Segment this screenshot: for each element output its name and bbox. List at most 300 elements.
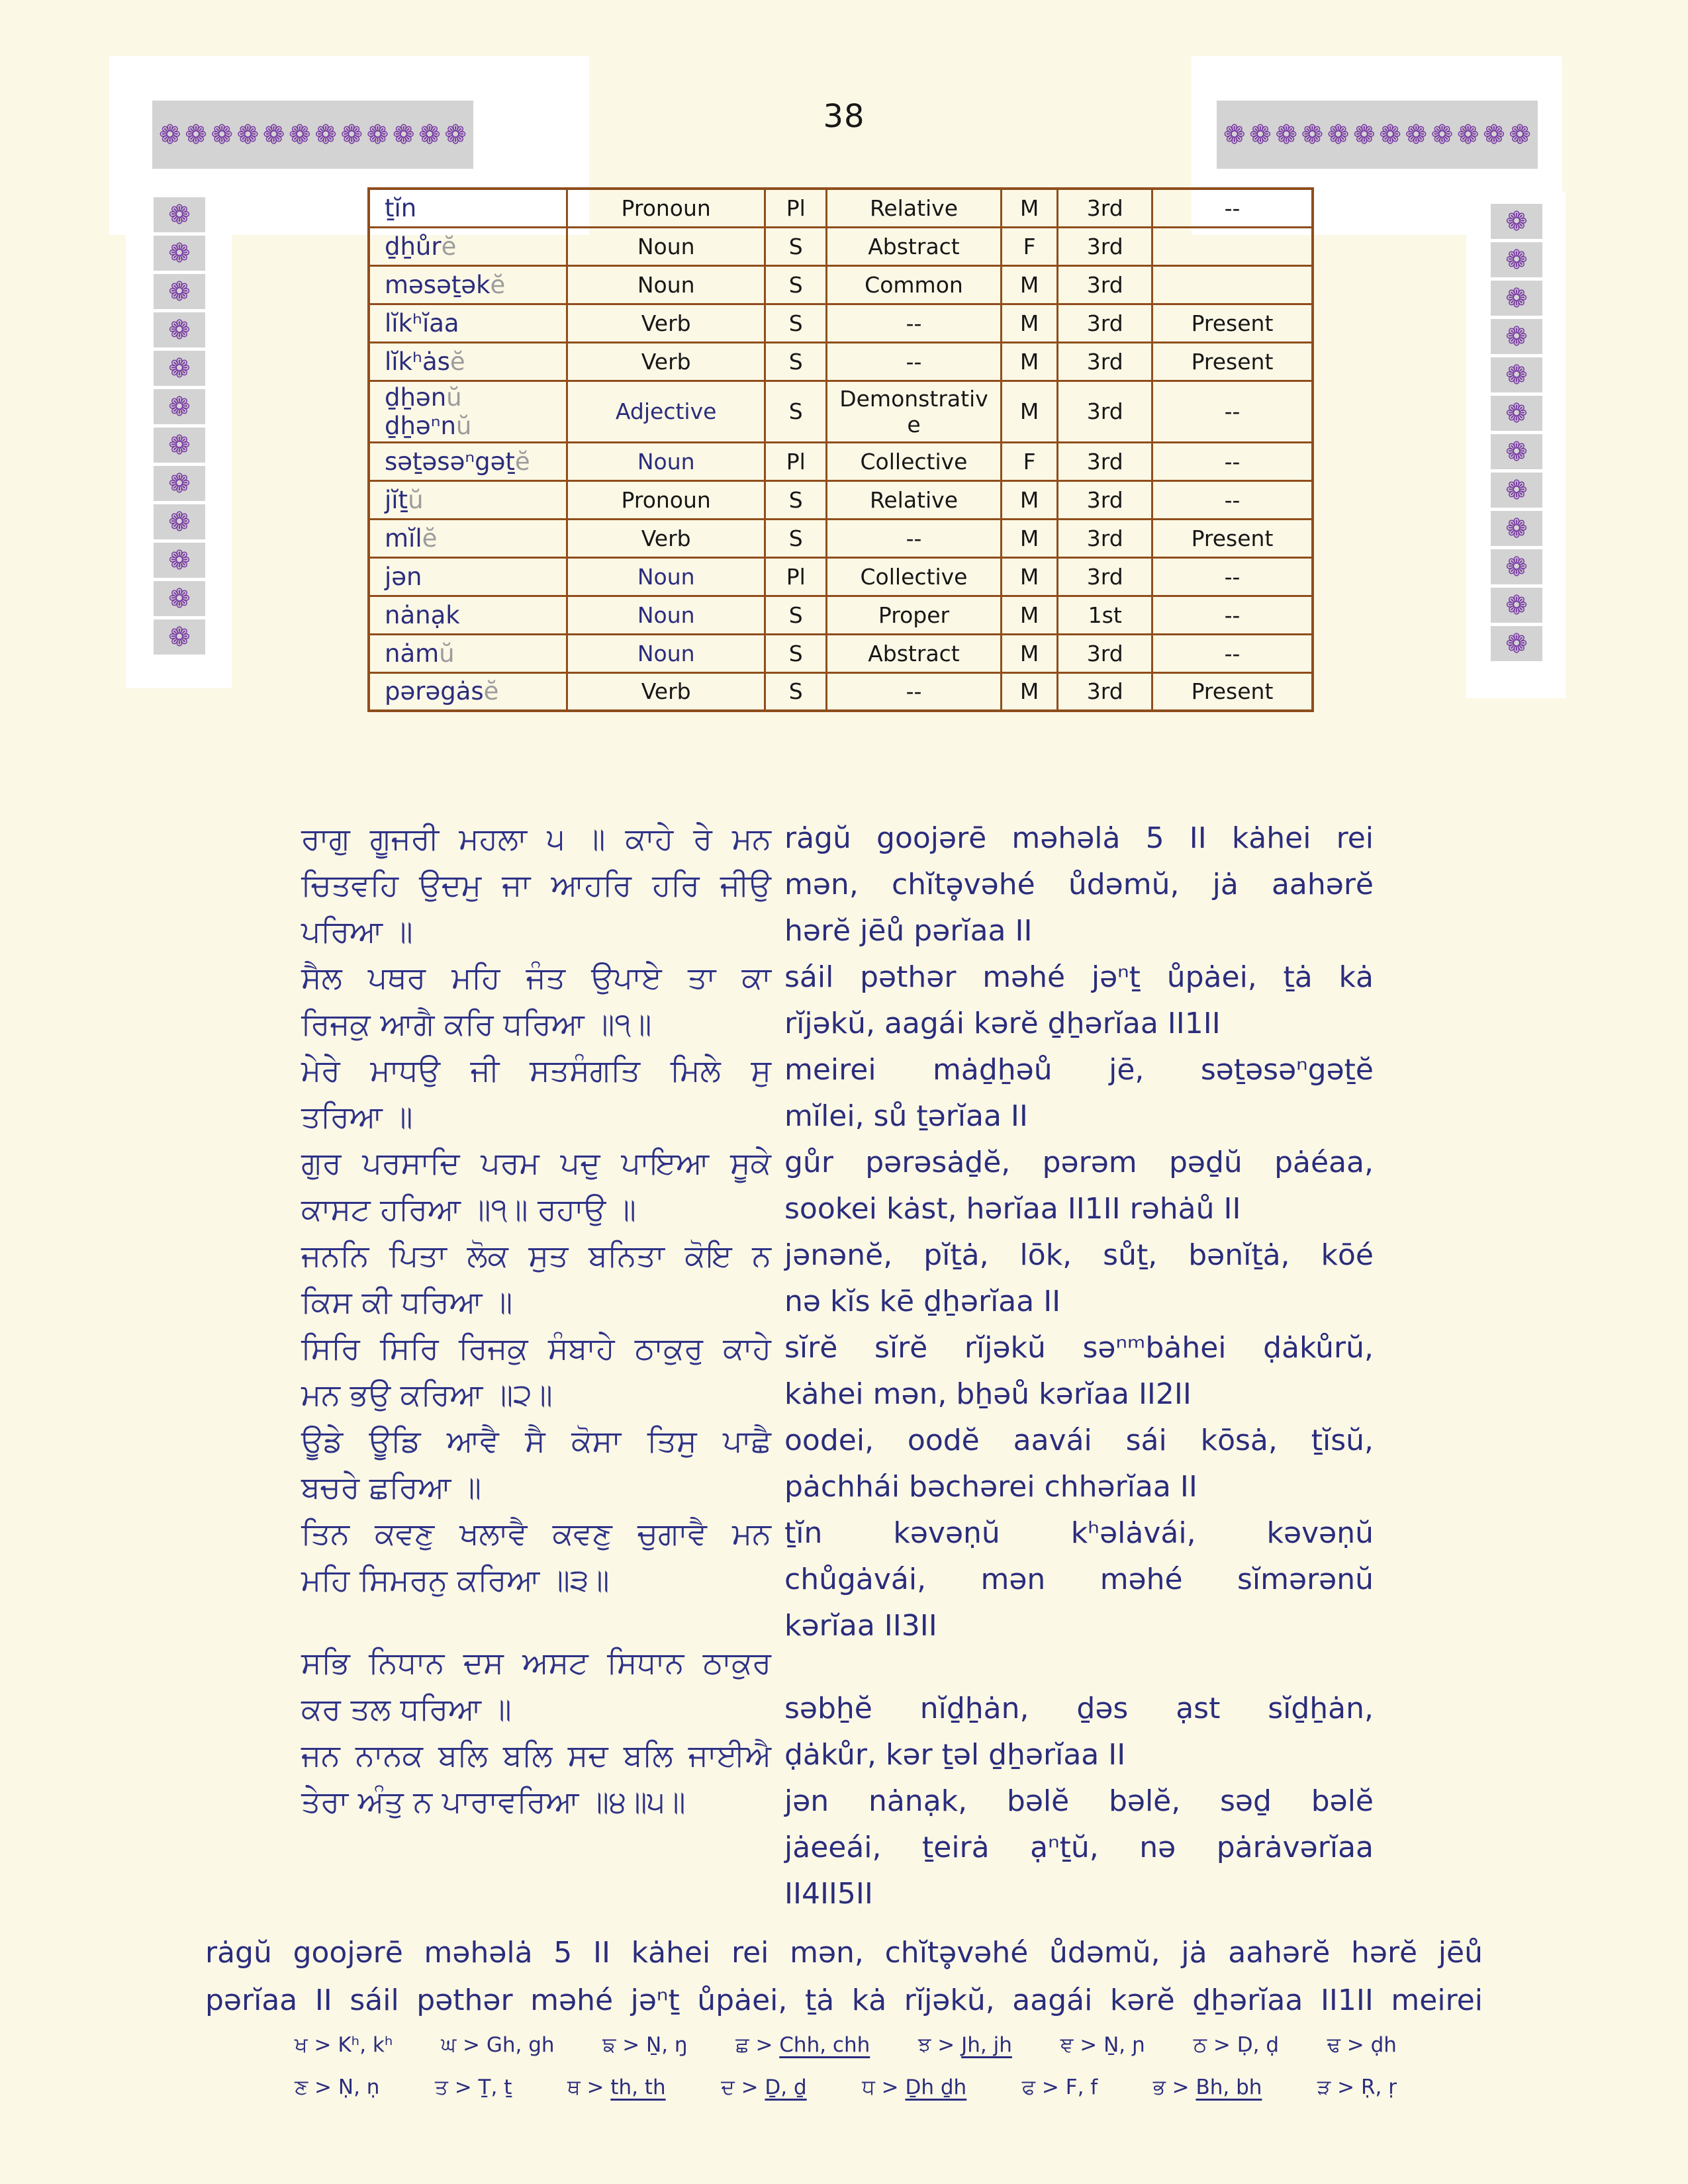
legend-roman-value: Ṇ, ṇ (338, 2075, 380, 2099)
word (385, 232, 561, 261)
flower-icon: ❁ (1327, 119, 1350, 150)
gender-cell: F (1001, 442, 1058, 480)
flower-icon: ❁ (1483, 119, 1505, 150)
gurmukhi-text-line: ਊਡੇ ਊਡਿ ਆਵੈ ਸੈ ਕੋਸਾ ਤਿਸੁ ਪਾਛੈ (301, 1423, 771, 1459)
word (385, 486, 561, 514)
legend-roman-value: Ḏ, ḏ (765, 2075, 807, 2099)
transliteration-text-line: ṯĭn kəvəṇŭ kʰəlȧvái, kəvəṇŭ (784, 1516, 1374, 1550)
type-cell: -- (827, 304, 1002, 342)
person-cell: 3rd (1058, 189, 1152, 227)
transliteration-text-line: jȧeeái, ṯeirȧ ạⁿṯŭ, nə pȧrȧvərĭaa (784, 1831, 1374, 1864)
word-cell (369, 265, 567, 304)
person-cell: 3rd (1058, 672, 1152, 711)
pos-cell: Noun (567, 265, 765, 304)
transliteration-text-column (784, 815, 1374, 1917)
legend-roman-value: Ḍ, ḍ (1237, 2033, 1280, 2057)
flower-icon: ❁ (168, 238, 191, 269)
gurmukhi-text-line: ਮਨ ਭਉ ਕਰਿਆ ॥੨॥ (301, 1377, 553, 1412)
legend-item (602, 2033, 687, 2058)
word (385, 524, 561, 553)
type-cell: Abstract (827, 634, 1002, 672)
legend-gurmukhi-letter: ਫ (1021, 2075, 1036, 2099)
legend-arrow: > (456, 2033, 487, 2057)
flower-icon: ❁ (168, 276, 191, 307)
person-cell: 3rd (1058, 265, 1152, 304)
word-main: pərəgȧs (385, 677, 484, 706)
word-main: jən (385, 562, 422, 591)
type-cell: Collective (827, 442, 1002, 480)
flower-tile (1491, 319, 1542, 354)
flower-icon: ❁ (168, 430, 191, 461)
gurmukhi-text-line: ਰਾਗੁ ਗੂਜਰੀ ਮਹਲਾ ੫ ॥ ਕਾਹੇ ਰੇ ਮਨ (301, 821, 771, 856)
legend-roman-value: Ḏh ḏh (905, 2075, 967, 2099)
pos-cell: Verb (567, 342, 765, 381)
flower-icon: ❁ (366, 119, 389, 150)
flower-icon: ❁ (1275, 119, 1297, 150)
pos-cell: Noun (567, 227, 765, 265)
type-cell: Relative (827, 189, 1002, 227)
gender-cell: M (1001, 480, 1058, 519)
gender-cell: M (1001, 557, 1058, 596)
legend-item (1060, 2033, 1145, 2058)
flower-tile (154, 236, 205, 271)
legend-item (918, 2033, 1012, 2058)
transliteration-text-line: rĭjəkŭ, aagái kərĕ ḏẖərĭaa II1II (784, 1007, 1221, 1040)
flower-tile (1491, 242, 1542, 277)
flower-tile (154, 543, 205, 578)
flower-icon: ❁ (168, 468, 191, 499)
legend-gurmukhi-letter: ਭ (1152, 2075, 1166, 2099)
legend-gurmukhi-letter: ੜ (1317, 2075, 1331, 2099)
type-cell: -- (827, 342, 1002, 381)
person-cell: 3rd (1058, 480, 1152, 519)
flower-tile (154, 466, 205, 501)
word-gray-suffix: ĕ (422, 523, 438, 553)
flower-tile (1491, 473, 1542, 508)
word-gray-suffix: ĕ (514, 447, 530, 476)
transliteration-text-line: ḍȧkůr, kər ṯəl ḏẖərĭaa II (784, 1738, 1126, 1772)
tense-cell (1152, 227, 1313, 265)
word-main: ḏẖən (385, 383, 447, 412)
gurmukhi-text-line: ਸੈਲ ਪਥਰ ਮਹਿ ਜੰਤ ਉਪਾਏ ਤਾ ਕਾ (301, 960, 771, 995)
legend-roman-value: ḍh (1370, 2033, 1397, 2057)
legend-item (295, 2033, 393, 2058)
word (385, 412, 561, 440)
legend-item (1153, 2075, 1262, 2100)
legend-gurmukhi-letter: ਛ (735, 2033, 749, 2057)
legend-gurmukhi-letter: ਤ (435, 2075, 448, 2099)
gurmukhi-text-column (301, 815, 771, 1825)
flower-icon: ❁ (1505, 590, 1528, 621)
legend-item (1022, 2075, 1098, 2100)
word-main: məsəṯək (385, 270, 491, 299)
legend-roman-value: Chh, chh (779, 2033, 870, 2057)
word-cell (369, 227, 567, 265)
type-cell: Relative (827, 480, 1002, 519)
tense-cell: Present (1152, 672, 1313, 711)
flower-tile (154, 504, 205, 539)
word-gray-suffix: ĕ (483, 677, 499, 706)
legend-roman-value: Kʰ, kʰ (338, 2033, 393, 2057)
flower-icon: ❁ (262, 119, 285, 150)
transliteration-text-line: sáil pəthər məhé jəⁿṯ ůpȧei, ṯȧ kȧ (784, 960, 1374, 994)
flower-icon: ❁ (236, 119, 259, 150)
flower-icon: ❁ (289, 119, 311, 150)
type-cell: Demonstrative (827, 381, 1002, 442)
word (385, 347, 561, 376)
legend-gurmukhi-letter: ਥ (567, 2075, 581, 2099)
flower-icon: ❁ (1353, 119, 1376, 150)
legend-arrow: > (1035, 2075, 1066, 2099)
pos-cell: Verb (567, 519, 765, 557)
flower-tile (154, 197, 205, 232)
flower-icon: ❁ (211, 119, 233, 150)
gender-cell: M (1001, 342, 1058, 381)
table-row (369, 519, 1313, 557)
tense-cell (1152, 265, 1313, 304)
word-cell (369, 557, 567, 596)
transliteration-text-line: sookei kȧst, hərĭaa II1II rəhȧů II (784, 1192, 1241, 1226)
tense-cell: Present (1152, 342, 1313, 381)
transliteration-key-row-2 (295, 2075, 1397, 2100)
word-main: ṯĭn (385, 193, 417, 222)
word-gray-suffix: ŭ (446, 383, 462, 412)
flower-tile (154, 389, 205, 424)
flower-tile (1491, 357, 1542, 392)
word (385, 639, 561, 668)
type-cell: Common (827, 265, 1002, 304)
transliteration-text-line: mən, chĭtə̥vəhé ůdəmŭ, jȧ aahərĕ (784, 868, 1374, 901)
flower-icon: ❁ (1505, 475, 1528, 506)
table-row (369, 342, 1313, 381)
word-cell (369, 304, 567, 342)
legend-arrow: > (307, 2033, 338, 2057)
flower-tile (1491, 626, 1542, 661)
legend-arrow: > (749, 2033, 780, 2057)
word-gray-suffix: ĕ (490, 270, 506, 299)
person-cell: 3rd (1058, 442, 1152, 480)
pos-cell: Noun (567, 442, 765, 480)
tense-cell: -- (1152, 442, 1313, 480)
table-row (369, 596, 1313, 634)
tense-cell: -- (1152, 480, 1313, 519)
person-cell: 3rd (1058, 381, 1152, 442)
legend-roman-value: F, f (1065, 2075, 1098, 2099)
legend-gurmukhi-letter: ਖ (295, 2033, 308, 2057)
legend-arrow: > (1165, 2075, 1196, 2099)
tense-cell: -- (1152, 596, 1313, 634)
word-main: lĭkʰĭaa (385, 308, 459, 338)
number-cell: S (765, 381, 827, 442)
tense-cell: -- (1152, 557, 1313, 596)
word (385, 677, 561, 705)
legend-gurmukhi-letter: ਠ (1193, 2033, 1207, 2057)
transliteration-text-line: mĭlei, sů ṯərĭaa II (784, 1099, 1028, 1133)
gurmukhi-text-line: ਗੁਰ ਪਰਸਾਦਿ ਪਰਮ ਪਦੁ ਪਾਇਆ ਸੂਕੇ (301, 1145, 771, 1181)
gender-cell: M (1001, 189, 1058, 227)
table-row (369, 189, 1313, 227)
word-cell (369, 634, 567, 672)
word-main: jĭṯ (385, 485, 408, 514)
legend-arrow: > (1340, 2033, 1371, 2057)
footer-text-line: pərĭaa II sáil pəthər məhé jəⁿṯ ůpȧei, ṯȧ kȧ rĭjəkŭ, aagái kərĕ ḏẖərĭaa II1II meirei (205, 1983, 1483, 2017)
pos-cell: Pronoun (567, 480, 765, 519)
gurmukhi-text-line: ਸਭਿ ਨਿਧਾਨ ਦਸ ਅਸਟ ਸਿਧਾਨ ਠਾਕੁਰ (301, 1645, 771, 1680)
legend-gurmukhi-letter: ਣ (295, 2075, 308, 2099)
word-main: nȧnạk (385, 600, 460, 629)
flower-icon: ❁ (168, 506, 191, 537)
flower-icon: ❁ (418, 119, 441, 150)
footer-transliteration-paragraph (205, 1929, 1483, 2025)
number-cell: S (765, 342, 827, 381)
tense-cell: Present (1152, 519, 1313, 557)
pos-cell: Noun (567, 634, 765, 672)
pos-cell: Noun (567, 557, 765, 596)
word (385, 194, 561, 222)
transliteration-key-row-1 (295, 2033, 1397, 2058)
word (385, 447, 561, 476)
gender-cell: M (1001, 519, 1058, 557)
flower-icon: ❁ (392, 119, 415, 150)
transliteration-text-line: pȧchhái bəchərei chhərĭaa II (784, 1470, 1197, 1504)
word-main: mĭl (385, 523, 422, 553)
flower-icon: ❁ (1301, 119, 1324, 150)
flower-icon: ❁ (1505, 628, 1528, 659)
gender-cell: M (1001, 304, 1058, 342)
table-row (369, 381, 1313, 442)
legend-item (295, 2075, 379, 2100)
flower-icon: ❁ (340, 119, 363, 150)
flower-tile (154, 274, 205, 309)
number-cell: S (765, 596, 827, 634)
legend-gurmukhi-letter: ਘ (441, 2033, 457, 2057)
word (385, 309, 561, 338)
transliteration-text-line: gůr pərəsȧḏĕ, pərəm pəḏŭ pȧéaa, (784, 1146, 1374, 1179)
legend-item (1317, 2075, 1397, 2100)
legend-arrow: > (734, 2075, 765, 2099)
word-gray-suffix: ĕ (449, 347, 465, 376)
gender-cell: M (1001, 265, 1058, 304)
legend-gurmukhi-letter: ਞ (1060, 2033, 1074, 2057)
gurmukhi-text-line: ਮਹਿ ਸਿਮਰਨੁ ਕਰਿਆ ॥੩॥ (301, 1562, 610, 1598)
gurmukhi-text-line: ਮੇਰੇ ਮਾਧਉ ਜੀ ਸਤਸੰਗਤਿ ਮਿਲੇ ਸੁ (301, 1052, 771, 1088)
person-cell: 3rd (1058, 227, 1152, 265)
number-cell: Pl (765, 557, 827, 596)
footer-text-line: rȧgŭ goojərē məhəlȧ 5 II kȧhei rei mən, chĭtə̥vəhé ůdəmŭ, jȧ aahərĕ hərĕ jēů (205, 1936, 1483, 1970)
transliteration-text-line: kȧhei mən, bẖəů kərĭaa II2II (784, 1377, 1192, 1411)
type-cell: Collective (827, 557, 1002, 596)
flower-tile (154, 619, 205, 655)
legend-item (721, 2075, 806, 2100)
flower-tile (1491, 204, 1542, 239)
flower-icon: ❁ (1223, 119, 1246, 150)
table-row (369, 672, 1313, 711)
pos-cell: Adjective (567, 381, 765, 442)
flower-icon: ❁ (1505, 359, 1528, 390)
legend-arrow: > (308, 2075, 338, 2099)
word (385, 601, 561, 629)
flower-icon: ❁ (1249, 119, 1272, 150)
tense-cell: Present (1152, 304, 1313, 342)
gurmukhi-text-line: ਤਰਿਆ ॥ (301, 1099, 413, 1134)
word-gray-suffix: ŭ (439, 639, 455, 668)
legend-arrow: > (874, 2075, 906, 2099)
legend-roman-value: Ṉ, ŋ (646, 2033, 688, 2057)
legend-gurmukhi-letter: ਧ (862, 2075, 875, 2099)
word-cell (369, 381, 567, 442)
word-cell (369, 672, 567, 711)
pos-cell: Verb (567, 304, 765, 342)
legend-gurmukhi-letter: ਙ (602, 2033, 616, 2057)
person-cell: 3rd (1058, 304, 1152, 342)
number-cell: S (765, 265, 827, 304)
word-cell (369, 442, 567, 480)
type-cell: Abstract (827, 227, 1002, 265)
pos-cell: Verb (567, 672, 765, 711)
word-main: ḏẖəⁿn (385, 411, 456, 440)
legend-roman-value: Ṉ, ɲ (1103, 2033, 1146, 2057)
number-cell: Pl (765, 442, 827, 480)
legend-gurmukhi-letter: ਝ (917, 2033, 931, 2057)
legend-item (567, 2075, 666, 2100)
legend-gurmukhi-letter: ਦ (721, 2075, 735, 2099)
legend-item (735, 2033, 870, 2058)
flower-icon: ❁ (314, 119, 337, 150)
legend-roman-value: th, th (610, 2075, 666, 2099)
flower-icon: ❁ (168, 314, 191, 345)
transliteration-text-line: oodei, oodĕ aavái sái kōsȧ, ṯĭsŭ, (784, 1424, 1374, 1457)
transliteration-text-line: jənənĕ, pĭṯȧ, lōk, sůṯ, bənĭṯȧ, kōé (784, 1238, 1374, 1272)
flower-icon: ❁ (1456, 119, 1479, 150)
legend-arrow: > (931, 2033, 962, 2057)
legend-roman-value: Ṯ, ṯ (478, 2075, 512, 2099)
transliteration-text-line: səbẖĕ nĭḏẖȧn, ḏəs ạst sĭḏẖȧn, (784, 1692, 1374, 1725)
tense-cell: -- (1152, 634, 1313, 672)
transliteration-text-line: hərĕ jēů pərĭaa II (784, 914, 1033, 948)
flower-tile (1491, 396, 1542, 431)
flower-tile (1491, 511, 1542, 546)
person-cell: 3rd (1058, 634, 1152, 672)
word (385, 383, 561, 412)
flower-tile (1491, 281, 1542, 316)
number-cell: Pl (765, 189, 827, 227)
person-cell: 3rd (1058, 519, 1152, 557)
type-cell: Proper (827, 596, 1002, 634)
word-cell (369, 480, 567, 519)
number-cell: S (765, 519, 827, 557)
gurmukhi-text-line: ਪਰਿਆ ॥ (301, 913, 413, 949)
flower-border-right (1491, 204, 1542, 661)
word-main: lĭkʰȧs (385, 347, 450, 376)
transliteration-text-line: meirei mȧḏẖəů jē, səṯəsəⁿgəṯĕ (784, 1053, 1374, 1087)
flower-icon: ❁ (1379, 119, 1401, 150)
table-row (369, 634, 1313, 672)
flower-icon: ❁ (168, 353, 191, 384)
legend-arrow: > (616, 2033, 647, 2057)
flower-icon: ❁ (1509, 119, 1531, 150)
table-row (369, 227, 1313, 265)
flower-tile (154, 428, 205, 463)
word-main: səṯəsəⁿgəṯ (385, 447, 515, 476)
gurmukhi-text-line: ਕਰ ਤਲ ਧਰਿਆ ॥ (301, 1691, 512, 1727)
legend-arrow: > (1073, 2033, 1104, 2057)
person-cell: 3rd (1058, 342, 1152, 381)
gurmukhi-text-line: ਤਿਨ ਕਵਣੁ ਖਲਾਵੈ ਕਵਣੁ ਚੁਗਾਵੈ ਮਨ (301, 1516, 771, 1551)
flower-tile (1491, 549, 1542, 584)
legend-roman-value: Jh, jh (961, 2033, 1012, 2057)
flower-border-left (154, 197, 205, 655)
legend-arrow: > (580, 2075, 611, 2099)
flower-icon: ❁ (1505, 244, 1528, 275)
gender-cell: M (1001, 381, 1058, 442)
transliteration-text-line: jən nȧnạk, bəlĕ bəlĕ, səḏ bəlĕ (784, 1784, 1374, 1818)
transliteration-text-line: sĭrĕ sĭrĕ rĭjəkŭ səⁿᵐbȧhei ḍȧkůrŭ, (784, 1331, 1374, 1365)
table-row (369, 480, 1313, 519)
number-cell: S (765, 672, 827, 711)
word-main: nȧm (385, 639, 440, 668)
grammar-analysis-table (367, 187, 1314, 712)
legend-arrow: > (1207, 2033, 1237, 2057)
gurmukhi-text-line: ਕਿਸ ਕੀ ਧਰਿਆ ॥ (301, 1284, 513, 1320)
legend-gurmukhi-letter: ਢ (1327, 2033, 1340, 2057)
flower-icon: ❁ (1505, 283, 1528, 314)
number-cell: S (765, 304, 827, 342)
flower-tile (1491, 588, 1542, 623)
pos-cell: Pronoun (567, 189, 765, 227)
gurmukhi-text-line: ਤੇਰਾ ਅੰਤੁ ਨ ਪਾਰਾਵਰਿਆ ॥੪॥੫॥ (301, 1784, 686, 1819)
gender-cell: M (1001, 596, 1058, 634)
word (385, 271, 561, 299)
word (385, 563, 561, 591)
tense-cell: -- (1152, 381, 1313, 442)
flower-icon: ❁ (1505, 321, 1528, 352)
person-cell: 3rd (1058, 557, 1152, 596)
page-number: 38 (823, 98, 865, 135)
transliteration-text-line: II4II5II (784, 1877, 873, 1911)
flower-tile (154, 351, 205, 386)
legend-roman-value: Ṛ, ṛ (1360, 2075, 1397, 2099)
flower-icon: ❁ (168, 391, 191, 422)
word-gray-suffix: ŭ (455, 411, 472, 440)
number-cell: S (765, 634, 827, 672)
flower-icon: ❁ (185, 119, 207, 150)
gurmukhi-text-line: ਜਨ ਨਾਨਕ ਬਲਿ ਬਲਿ ਸਦ ਬਲਿ ਜਾਈਐ (301, 1737, 771, 1773)
word-cell (369, 519, 567, 557)
flower-icon: ❁ (1405, 119, 1428, 150)
word-gray-suffix: ĕ (441, 232, 457, 261)
word-main: ḏẖůr (385, 232, 442, 261)
transliteration-text-line: kərĭaa II3II (784, 1609, 937, 1643)
flower-icon: ❁ (1505, 551, 1528, 582)
legend-item (441, 2033, 554, 2058)
tense-cell: -- (1152, 189, 1313, 227)
transliteration-text-line: chůgȧvái, mən məhé sĭmərənŭ (784, 1563, 1374, 1596)
flower-icon: ❁ (168, 583, 191, 614)
type-cell: -- (827, 672, 1002, 711)
gender-cell: M (1001, 634, 1058, 672)
table-row (369, 265, 1313, 304)
number-cell: S (765, 480, 827, 519)
flower-icon: ❁ (1505, 206, 1528, 237)
legend-item (435, 2075, 512, 2100)
gurmukhi-text-line: ਸਿਰਿ ਸਿਰਿ ਰਿਜਕੁ ਸੰਬਾਹੇ ਠਾਕੁਰੁ ਕਾਹੇ (301, 1330, 771, 1366)
flower-icon: ❁ (168, 545, 191, 576)
legend-arrow: > (1331, 2075, 1361, 2099)
type-cell: -- (827, 519, 1002, 557)
gurmukhi-text-line: ਕਾਸਟ ਹਰਿਆ ॥੧॥ ਰਹਾਉ ॥ (301, 1191, 636, 1227)
legend-roman-value: Gh, gh (486, 2033, 555, 2057)
legend-arrow: > (447, 2075, 479, 2099)
